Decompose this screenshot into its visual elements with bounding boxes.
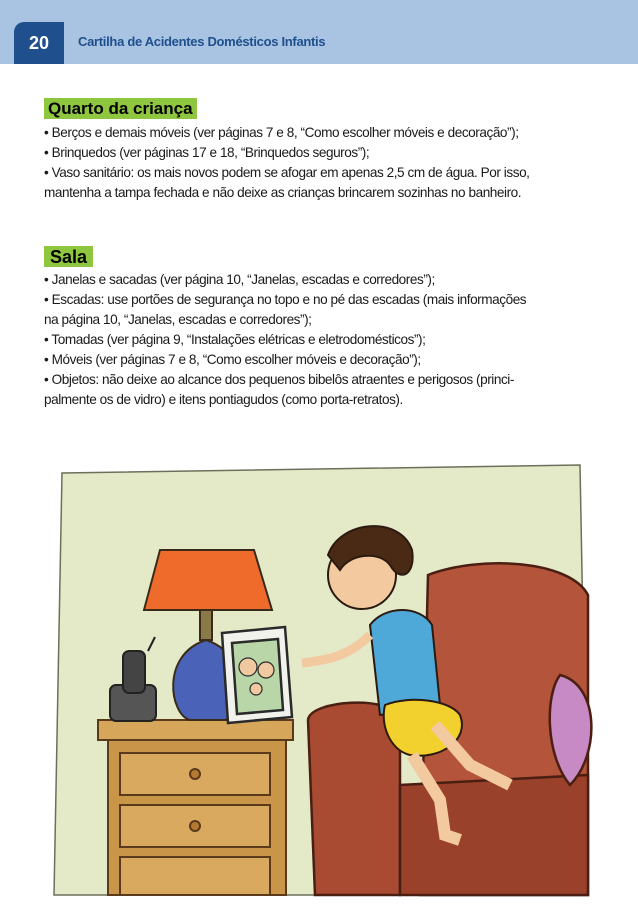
sala-line-7: palmente os de vidro) e itens pontiagudos (como porta-retratos).	[44, 392, 403, 407]
sala-line-2: • Escadas: use portões de segurança no topo e no pé das escadas (mais informações	[44, 292, 527, 307]
child-climbing-illustration	[40, 455, 600, 900]
header-title: Cartilha de Acidentes Domésticos Infantis	[78, 34, 326, 49]
section-title-sala: Sala	[44, 246, 93, 267]
quarto-line-2: • Brinquedos (ver páginas 17 e 18, “Brinquedos seguros”);	[44, 145, 370, 160]
sala-line-5: • Móveis (ver páginas 7 e 8, “Como escolher móveis e decoração”);	[44, 352, 421, 367]
section-sala	[44, 246, 604, 410]
section-quarto-da-crianca	[44, 98, 604, 203]
sala-line-3: na página 10, “Janelas, escadas e corredores”);	[44, 312, 312, 327]
section-title-quarto: Quarto da criança	[44, 98, 197, 119]
sala-line-6: • Objetos: não deixe ao alcance dos pequenos bibelôs atraentes e perigosos (princi-	[44, 372, 514, 387]
quarto-line-3: • Vaso sanitário: os mais novos podem se afogar em apenas 2,5 cm de água. Por isso,	[44, 165, 530, 180]
quarto-line-4: mantenha a tampa fechada e não deixe as crianças brincarem sozinhas no banheiro.	[44, 185, 522, 200]
nightstand	[98, 720, 293, 895]
sala-line-1: • Janelas e sacadas (ver página 10, “Janelas, escadas e corredores”);	[44, 272, 435, 287]
page-number: 20	[14, 22, 64, 64]
page-header	[0, 0, 638, 64]
quarto-line-1: • Berços e demais móveis (ver páginas 7 e 8, “Como escolher móveis e decoração”);	[44, 125, 519, 140]
sala-line-4: • Tomadas (ver página 9, “Instalações elétricas e eletrodomésticos”);	[44, 332, 426, 347]
photo-frame	[222, 627, 292, 723]
